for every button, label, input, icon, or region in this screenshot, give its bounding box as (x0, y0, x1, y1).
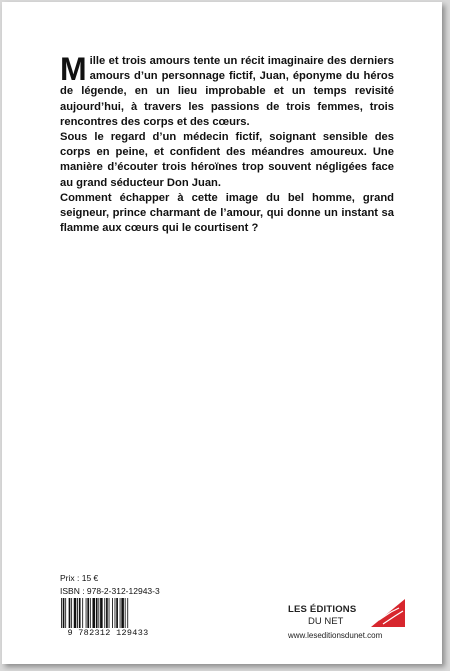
isbn-label: ISBN : 978-2-312-12943-3 (60, 586, 160, 596)
blurb-paragraph-3: Comment échapper à cette image du bel homme, grand seigneur, prince charmant de l’amour, qui donne un instant sa flamme aux cœurs qui le courtisent ? (60, 191, 394, 235)
back-cover (2, 2, 442, 664)
drop-cap: M (60, 51, 87, 87)
publisher-url: www.leseditionsdunet.com (288, 631, 383, 640)
blurb-paragraph-2: Sous le regard d’un médecin fictif, soignant sensible des corps en peine, et confident des méandres amoureux. Une manière d’écouter trois héroïnes trop souvent négligées face au grand séducteur Don Juan. (60, 131, 394, 189)
barcode-digits: 9 782312 129433 (60, 628, 156, 638)
price-label: Prix : 15 € (60, 573, 99, 583)
barcode (58, 597, 158, 639)
publisher-logo-block (288, 598, 428, 642)
publisher-name-line2: DU NET (308, 616, 344, 627)
blurb-paragraph-1: ille et trois amours tente un récit imaginaire des derniers amours d’un personnage fictif, Juan, éponyme du héros de légende, en un lieu improbable et un temps revisité aujourd’hui, à travers les passions de trois femmes, trois rencontres des corps et des cœurs. (60, 55, 394, 128)
barcode-bars (58, 597, 158, 631)
publisher-logo-icon (369, 598, 407, 628)
blurb (60, 51, 394, 236)
publisher-name-line1: LES ÉDITIONS (288, 604, 357, 615)
